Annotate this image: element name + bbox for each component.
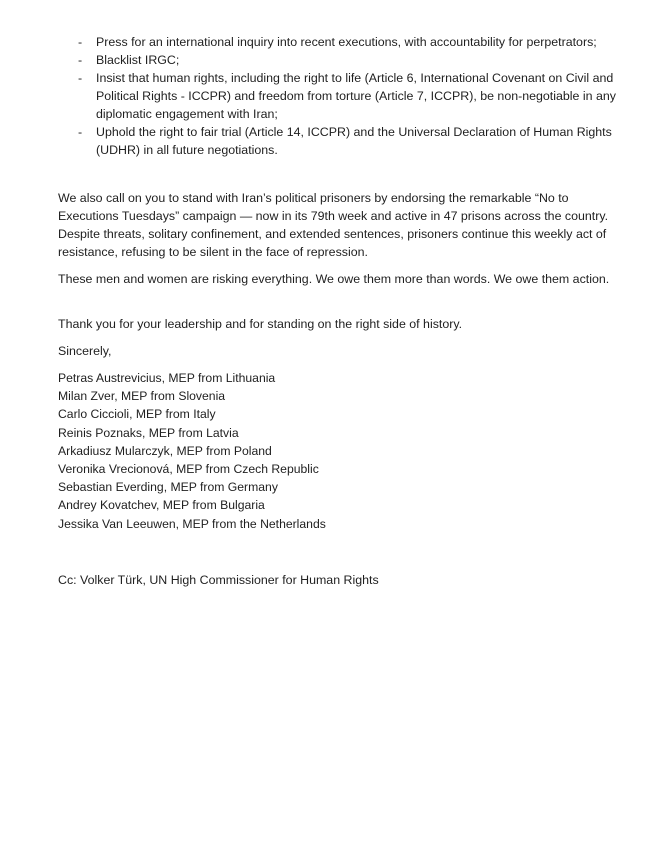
signatory: Arkadiusz Mularczyk, MEP from Poland <box>58 443 272 458</box>
signatory: Jessika Van Leeuwen, MEP from the Netherlands <box>58 516 326 531</box>
signatory: Reinis Poznaks, MEP from Latvia <box>58 425 239 440</box>
closing-salutation: Sincerely, <box>58 344 112 358</box>
signatory: Andrey Kovatchev, MEP from Bulgaria <box>58 498 265 513</box>
bullet-dash: - <box>78 53 83 67</box>
demand-item <box>58 123 618 159</box>
bullet-dash: - <box>78 125 83 139</box>
signatories-list <box>58 369 326 533</box>
signatory: Sebastian Everding, MEP from Germany <box>58 480 278 495</box>
signatory: Carlo Ciccioli, MEP from Italy <box>58 407 216 422</box>
demands-list <box>58 33 618 159</box>
demand-text: Uphold the right to fair trial (Article 14, ICCPR) and the Universal Declaration of Human Rights (UDHR) in all future negotiations. <box>96 125 612 157</box>
signatory: Veronika Vrecionová, MEP from Czech Republic <box>58 462 319 477</box>
demand-item <box>58 69 618 123</box>
demand-text: Insist that human rights, including the right to life (Article 6, International Covenant on Civil and Political Rights - ICCPR) and freedom from torture (Article 7, ICCPR), be non-negotiable in any diplomatic engagement with Iran; <box>96 71 616 121</box>
thanks-paragraph: Thank you for your leadership and for standing on the right side of history. <box>58 317 463 331</box>
cc-line: Cc: Volker Türk, UN High Commissioner for Human Rights <box>58 573 379 587</box>
demand-text: Press for an international inquiry into recent executions, with accountability for perpetrators; <box>96 35 597 49</box>
signatory: Milan Zver, MEP from Slovenia <box>58 389 226 404</box>
action-paragraph: These men and women are risking everything. We owe them more than words. We owe them action. <box>58 272 610 286</box>
signatory: Petras Austrevicius, MEP from Lithuania <box>58 371 276 385</box>
bullet-dash: - <box>78 71 83 85</box>
demand-item <box>58 51 618 69</box>
demand-item <box>58 33 618 51</box>
demand-text: Blacklist IRGC; <box>96 53 180 67</box>
campaign-paragraph: We also call on you to stand with Iran’s political prisoners by endorsing the remarkable “No to Executions Tuesdays” campaign — now in its 79th week and active in 47 prisons across the country. Despite threats, solitary confinement, and extended sentences, prisoners continue this weekly act of resistance, refusing to be silent in the face of repression. <box>58 191 609 259</box>
bullet-dash: - <box>78 35 83 49</box>
